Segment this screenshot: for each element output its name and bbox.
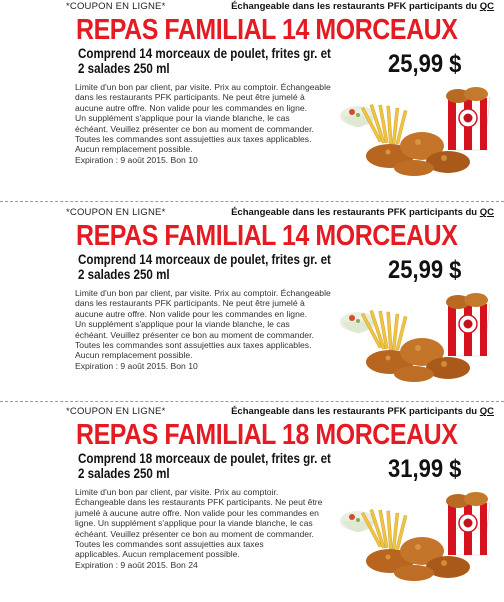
coupon-fine-print: Limite d'un bon par client, par visite. Prix au comptoir. Échangeable dans les restaurants PFK participants. Ne peut être jumelé à aucune autre offre. Non valide pour les commandes en ligne. Un supplément s'applique pour la viande blanche, le cas échéant. Veuillez présenter ce bon au moment de commander. Toutes les commandes sont assujetties aux taxes applicables. Aucun remplacement possible. Expiration : 9 août 2015. Bon 24 — [75, 487, 323, 570]
coupon-description: Comprend 14 morceaux de poulet, frites gr. et 2 salades 250 ml — [78, 46, 331, 76]
coupon-price: 25,99 $ — [388, 256, 462, 284]
coupon-1 — [0, 0, 504, 198]
coupon-price: 31,99 $ — [388, 455, 462, 483]
chicken-meal-image — [330, 78, 495, 178]
coupon-fine-print: Limite d'un bon par client, par visite. Prix au comptoir. Échangeable dans les restaurants PFK participants. Ne peut être jumelé à aucune autre offre. Non valide pour les commandes en ligne. Un supplément s'applique pour la viande blanche, le cas échéant. Veuillez présenter ce bon au moment de commander. Toutes les commandes sont assujetties aux taxes applicables. Aucun remplacement possible. Expiration : 9 août 2015. Bon 10 — [75, 82, 331, 165]
coupon-title: REPAS FAMILIAL 14 MORCEAUX — [76, 220, 458, 252]
coupon-price: 25,99 $ — [388, 50, 462, 78]
chicken-meal-image — [330, 284, 495, 384]
exchange-note: Échangeable dans les restaurants PFK participants du QC — [231, 406, 494, 417]
coupon-3 — [0, 405, 504, 602]
online-coupon-label: *COUPON EN LIGNE* — [66, 1, 166, 12]
exchange-note: Échangeable dans les restaurants PFK participants du QC — [231, 207, 494, 218]
coupon-description: Comprend 14 morceaux de poulet, frites gr. et 2 salades 250 ml — [78, 252, 331, 282]
chicken-meal-image — [330, 483, 495, 583]
coupon-header — [0, 206, 504, 220]
coupon-2 — [0, 206, 504, 398]
online-coupon-label: *COUPON EN LIGNE* — [66, 207, 166, 218]
exchange-note: Échangeable dans les restaurants PFK participants du QC — [231, 1, 494, 12]
coupon-description: Comprend 18 morceaux de poulet, frites gr. et 2 salades 250 ml — [78, 451, 331, 481]
cut-line — [0, 201, 504, 202]
coupon-fine-print: Limite d'un bon par client, par visite. Prix au comptoir. Échangeable dans les restaurants PFK participants. Ne peut être jumelé à aucune autre offre. Non valide pour les commandes en ligne. Un supplément s'applique pour la viande blanche, le cas échéant. Veuillez présenter ce bon au moment de commander. Toutes les commandes sont assujetties aux taxes applicables. Aucun remplacement possible. Expiration : 9 août 2015. Bon 10 — [75, 288, 331, 371]
coupon-header — [0, 405, 504, 419]
coupon-title: REPAS FAMILIAL 18 MORCEAUX — [76, 419, 458, 451]
cut-line — [0, 401, 504, 402]
coupon-header — [0, 0, 504, 14]
online-coupon-label: *COUPON EN LIGNE* — [66, 406, 166, 417]
coupon-title: REPAS FAMILIAL 14 MORCEAUX — [76, 14, 458, 46]
